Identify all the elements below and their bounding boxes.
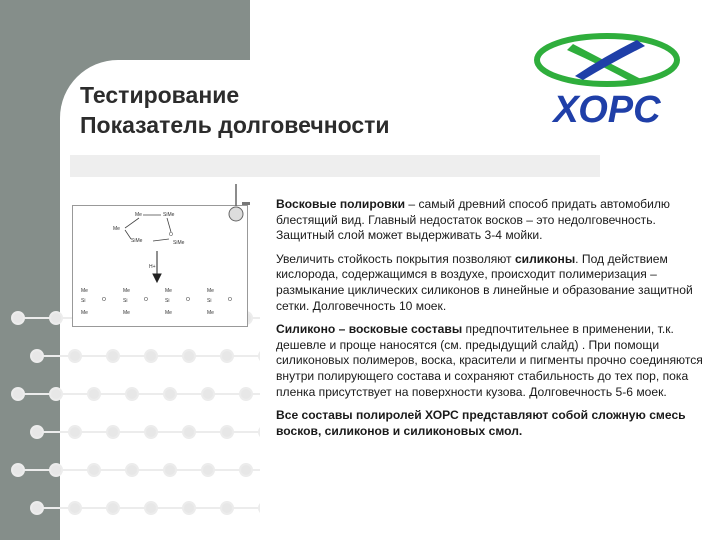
chain-me-bottom: Me — [165, 310, 172, 316]
paragraph-3 — [276, 322, 712, 400]
molecule-atom — [221, 350, 233, 362]
molecule-atom — [69, 350, 81, 362]
text-content — [276, 197, 712, 447]
molecule-atom — [50, 388, 62, 400]
p2-text2: . Под действием кислорода, содержащимся в воздухе, происходит полимеризация – размыкание циклических силиконов в линейные и образование защитной сетки. Долговечность 10 моек. — [276, 251, 693, 313]
slide-title — [80, 80, 390, 140]
molecule-atom — [221, 426, 233, 438]
molecule-atom — [183, 502, 195, 514]
molecule-atom — [107, 426, 119, 438]
chain-o: O — [144, 297, 148, 303]
molecule-atom — [126, 464, 138, 476]
molecule-atom — [259, 426, 260, 438]
chain-me-bottom: Me — [123, 310, 130, 316]
ring-label-o-right: O — [169, 232, 173, 238]
ring-label-sime2-right: SiMe — [173, 240, 185, 246]
molecule-atom — [145, 426, 157, 438]
p2-bold: силиконы — [514, 251, 576, 266]
title-line-1: Тестирование — [80, 82, 240, 108]
molecule-atom — [107, 502, 119, 514]
flask-icon — [222, 184, 252, 224]
chain-o: O — [228, 297, 232, 303]
molecule-atom — [31, 502, 43, 514]
chain-me-top: Me — [81, 288, 88, 294]
p1-bold: Восковые полировки — [276, 197, 406, 211]
p1-text: – самый древний способ придать автомобилю блестящий вид. Главный недостаток восков – это недолговечность. Защитный слой может выдерживать 3-4 мойки. — [276, 197, 670, 243]
molecule-atom — [126, 388, 138, 400]
chain-me-bottom: Me — [81, 310, 88, 316]
chain-me-top: Me — [123, 288, 130, 294]
chain-o: O — [186, 297, 190, 303]
molecule-atom — [202, 464, 214, 476]
molecule-atom — [145, 502, 157, 514]
ring-label-sime2-top: SiMe — [163, 212, 175, 218]
chain-si: Si — [207, 298, 212, 304]
molecule-atom — [164, 464, 176, 476]
paragraph-4 — [276, 408, 712, 439]
arrow-label: H+ — [149, 264, 156, 270]
molecule-background — [0, 300, 260, 540]
molecule-atom — [145, 350, 157, 362]
paragraph-1 — [276, 197, 712, 244]
chain-me-bottom: Me — [207, 310, 214, 316]
molecule-atom — [88, 388, 100, 400]
title-underline-bar — [70, 155, 600, 177]
p4-bold: Все составы полиролей ХОРС представляют собой сложную смесь восков, силиконов и силиконовых смол. — [276, 408, 686, 438]
molecule-atom — [69, 426, 81, 438]
logo-text: ХОРС — [553, 89, 661, 131]
molecule-atom — [31, 350, 43, 362]
molecule-atom — [240, 388, 252, 400]
molecule-atom — [240, 464, 252, 476]
chain-o: O — [102, 297, 106, 303]
molecule-atom — [107, 350, 119, 362]
paragraph-2 — [276, 252, 712, 314]
chain-si: Si — [123, 298, 128, 304]
molecule-atom — [221, 502, 233, 514]
molecule-atom — [50, 312, 62, 324]
chain-si: Si — [165, 298, 170, 304]
molecule-atom — [202, 388, 214, 400]
molecule-atom — [88, 464, 100, 476]
molecule-atom — [12, 464, 24, 476]
chain-me-top: Me — [207, 288, 214, 294]
siloxane-diagram-svg — [73, 206, 247, 326]
molecule-atom — [183, 350, 195, 362]
p2-text1: Увеличить стойкость покрытия позволяют — [276, 251, 515, 266]
molecule-atom — [183, 426, 195, 438]
molecule-atom — [259, 502, 260, 514]
molecule-atom — [259, 350, 260, 362]
p3-bold: Силиконо – восковые составы — [276, 322, 463, 337]
molecule-atom — [31, 426, 43, 438]
ring-label-me-top: Me — [135, 212, 142, 218]
molecule-atom — [12, 388, 24, 400]
molecule-atom — [69, 502, 81, 514]
chain-si: Si — [81, 298, 86, 304]
molecule-atom — [12, 312, 24, 324]
p3-text: предпочтительнее в применении, т.к. дешевле и проще наносятся (см. предыдущий слайд) . При помощи силиконовых полимеров, воска, красители и пигменты прочно соединяются внутри полирующего состава и сохраняют стабильность до тех пор, пока пленка присутствует на поверхности кузова. Долговечность 5-6 моек. — [276, 322, 703, 399]
title-line-2: Показатель долговечности — [80, 112, 390, 138]
molecule-atom — [50, 464, 62, 476]
chain-me-top: Me — [165, 288, 172, 294]
xors-logo — [525, 22, 690, 137]
ring-label-sime2-bottom: SiMe — [131, 238, 143, 244]
molecule-atom — [164, 388, 176, 400]
ring-label-me-left: Me — [113, 226, 120, 232]
